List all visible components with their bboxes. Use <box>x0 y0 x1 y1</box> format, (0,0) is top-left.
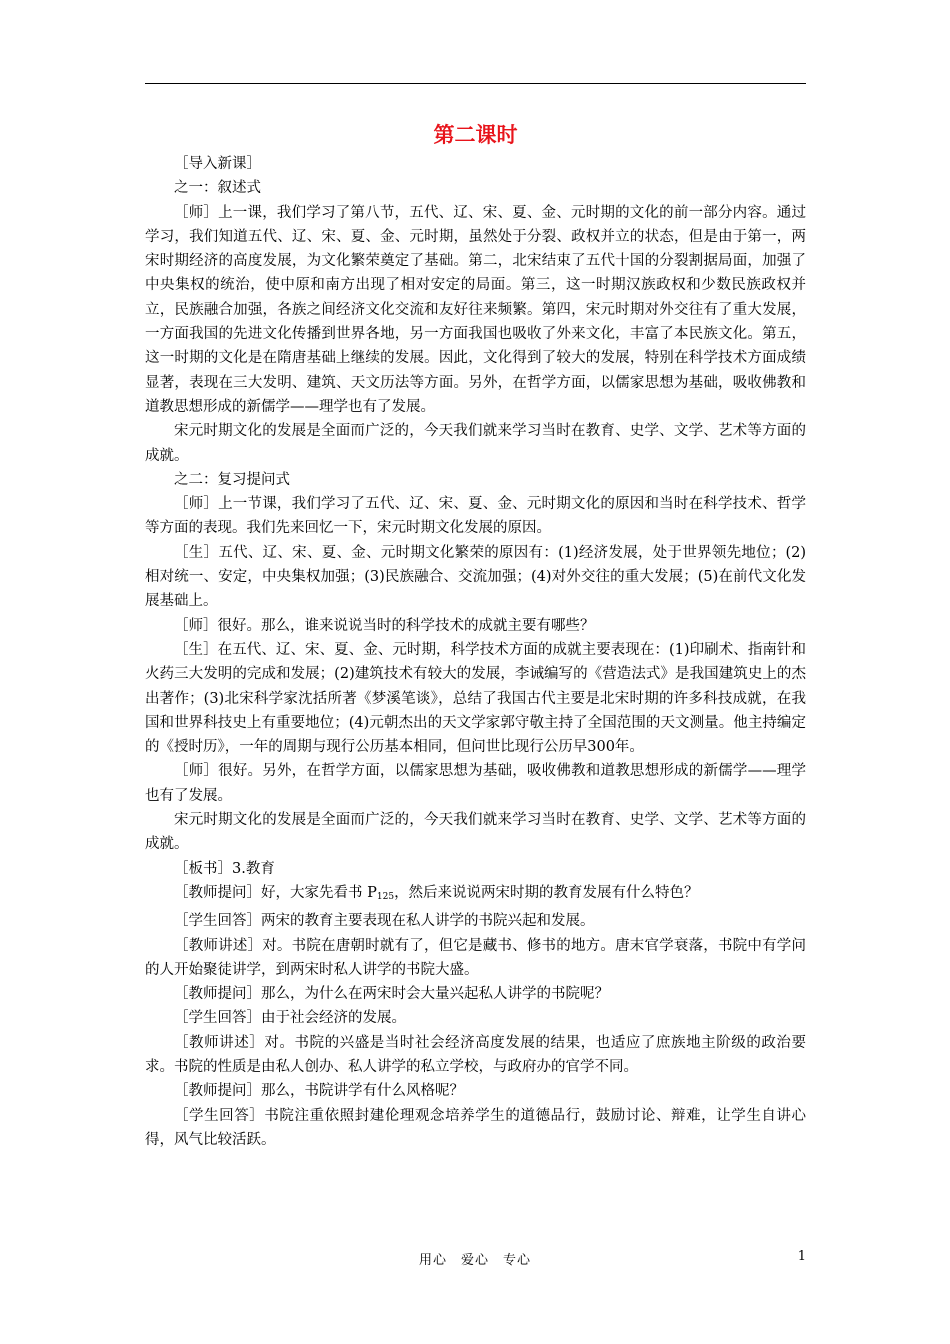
footer-motto: 用心 爱心 专心 <box>418 1253 531 1268</box>
paragraph: ［教师提问］那么，书院讲学有什么风格呢？ <box>174 1083 464 1100</box>
paragraph: ［生］在五代、辽、宋、夏、金、元时期，科学技术方面的成就主要表现在：(1)印刷术、指南针和火药三大发明的完成和发展；(2)建筑技术有较大的发展，李诫编写的《营造法式》是我国建筑史上的杰出著作；(3)北宋科学家沈括所著《梦溪笔谈》，总结了我国古代主要是北宋时期的许多科技成就，在我国和世界科技史上有重要地位；(4)元朝杰出的天文学家郭守敬主持了全国范围的天文测量。他主持编定的《授时历》，一年的周期与现行公历基本相同，但问世比现行公历早300年。 <box>145 641 806 756</box>
paragraph: ［学生回答］两宋的教育主要表现在私人讲学的书院兴起和发展。 <box>174 913 595 930</box>
paragraph: ［学生回答］由于社会经济的发展。 <box>174 1010 406 1027</box>
page-footer <box>0 1249 950 1269</box>
paragraph: ［师］上一节课，我们学习了五代、辽、宋、夏、金、元时期文化的原因和当时在科学技术、哲学等方面的表现。我们先来回忆一下，宋元时期文化发展的原因。 <box>145 496 806 537</box>
page-number: 1 <box>797 1249 806 1264</box>
paragraph: 宋元时期文化的发展是全面而广泛的，今天我们就来学习当时在教育、史学、文学、艺术等方面的成就。 <box>145 812 806 853</box>
page-ref-after: ，然后来说说两宋时期的教育发展有什么特色？ <box>394 884 699 901</box>
paragraph: ［学生回答］书院注重依照封建伦理观念培养学生的道德品行，鼓励讨论、辩难，让学生自讲心得，风气比较活跃。 <box>145 1107 806 1148</box>
paragraph: ［师］很好。那么，谁来说说当时的科学技术的成就主要有哪些？ <box>174 617 595 634</box>
paragraph: ［教师讲述］对。书院的兴盛是当时社会经济高度发展的结果，也适应了庶族地主阶级的政治要求。书院的性质是由私人创办、私人讲学的私立学校，与政府办的官学不同。 <box>145 1034 806 1075</box>
header-rule <box>145 83 806 84</box>
paragraph-intro-heading: ［导入新课］ <box>174 156 261 172</box>
paragraph-method-two: 之二：复习提问式 <box>174 471 290 488</box>
paragraph-blackboard: ［板书］3.教育 <box>174 860 275 877</box>
paragraph-list <box>145 152 806 1152</box>
paragraph: ［师］上一课，我们学习了第八节，五代、辽、宋、夏、金、元时期的文化的前一部分内容。通过学习，我们知道五代、辽、宋、夏、金、元时期，虽然处于分裂、政权并立的状态，但是由于第一，两宋时期经济的高度发展，为文化繁荣奠定了基础。第二，北宋结束了五代十国的分裂割据局面，加强了中央集权的统治，使中原和南方出现了相对安定的局面。第三，这一时期汉族政权和少数民族政权并立，民族融合加强，各族之间经济文化交流和友好往来频繁。第四，宋元时期对外交往有了重大发展，一方面我国的先进文化传播到世界各地，另一方面我国也吸收了外来文化，丰富了本民族文化。第五，这一时期的文化是在隋唐基础上继续的发展。因此，文化得到了较大的发展，特别在科学技术方面成绩显著，表现在三大发明、建筑、天文历法等方面。另外，在哲学方面，以儒家思想为基础，吸收佛教和道教思想形成的新儒学——理学也有了发展。 <box>145 204 806 415</box>
paragraph: ［生］五代、辽、宋、夏、金、元时期文化繁荣的原因有：(1)经济发展，处于世界领先地位；(2)相对统一、安定，中央集权加强；(3)民族融合、交流加强；(4)对外交往的重大发展；(5)在前代文化发展基础上。 <box>145 544 806 610</box>
page-ref-before: ［教师提问］好，大家先看书 P <box>174 884 377 901</box>
paragraph: ［教师讲述］对。书院在唐朝时就有了，但它是藏书、修书的地方。唐末官学衰落，书院中有学问的人开始聚徒讲学，到两宋时私人讲学的书院大盛。 <box>145 937 806 978</box>
paragraph: ［师］很好。另外，在哲学方面，以儒家思想为基础，吸收佛教和道教思想形成的新儒学——理学也有了发展。 <box>145 763 806 804</box>
page-ref-number: 125 <box>376 891 395 902</box>
document-body <box>145 118 806 1152</box>
paragraph-page-reference <box>145 881 806 909</box>
paragraph: ［教师提问］那么，为什么在两宋时会大量兴起私人讲学的书院呢？ <box>174 986 609 1003</box>
paragraph: 宋元时期文化的发展是全面而广泛的，今天我们就来学习当时在教育、史学、文学、艺术等方面的成就。 <box>145 423 806 464</box>
paragraph-method-one: 之一：叙述式 <box>174 180 261 197</box>
lesson-title: 第二课时 <box>433 122 518 147</box>
